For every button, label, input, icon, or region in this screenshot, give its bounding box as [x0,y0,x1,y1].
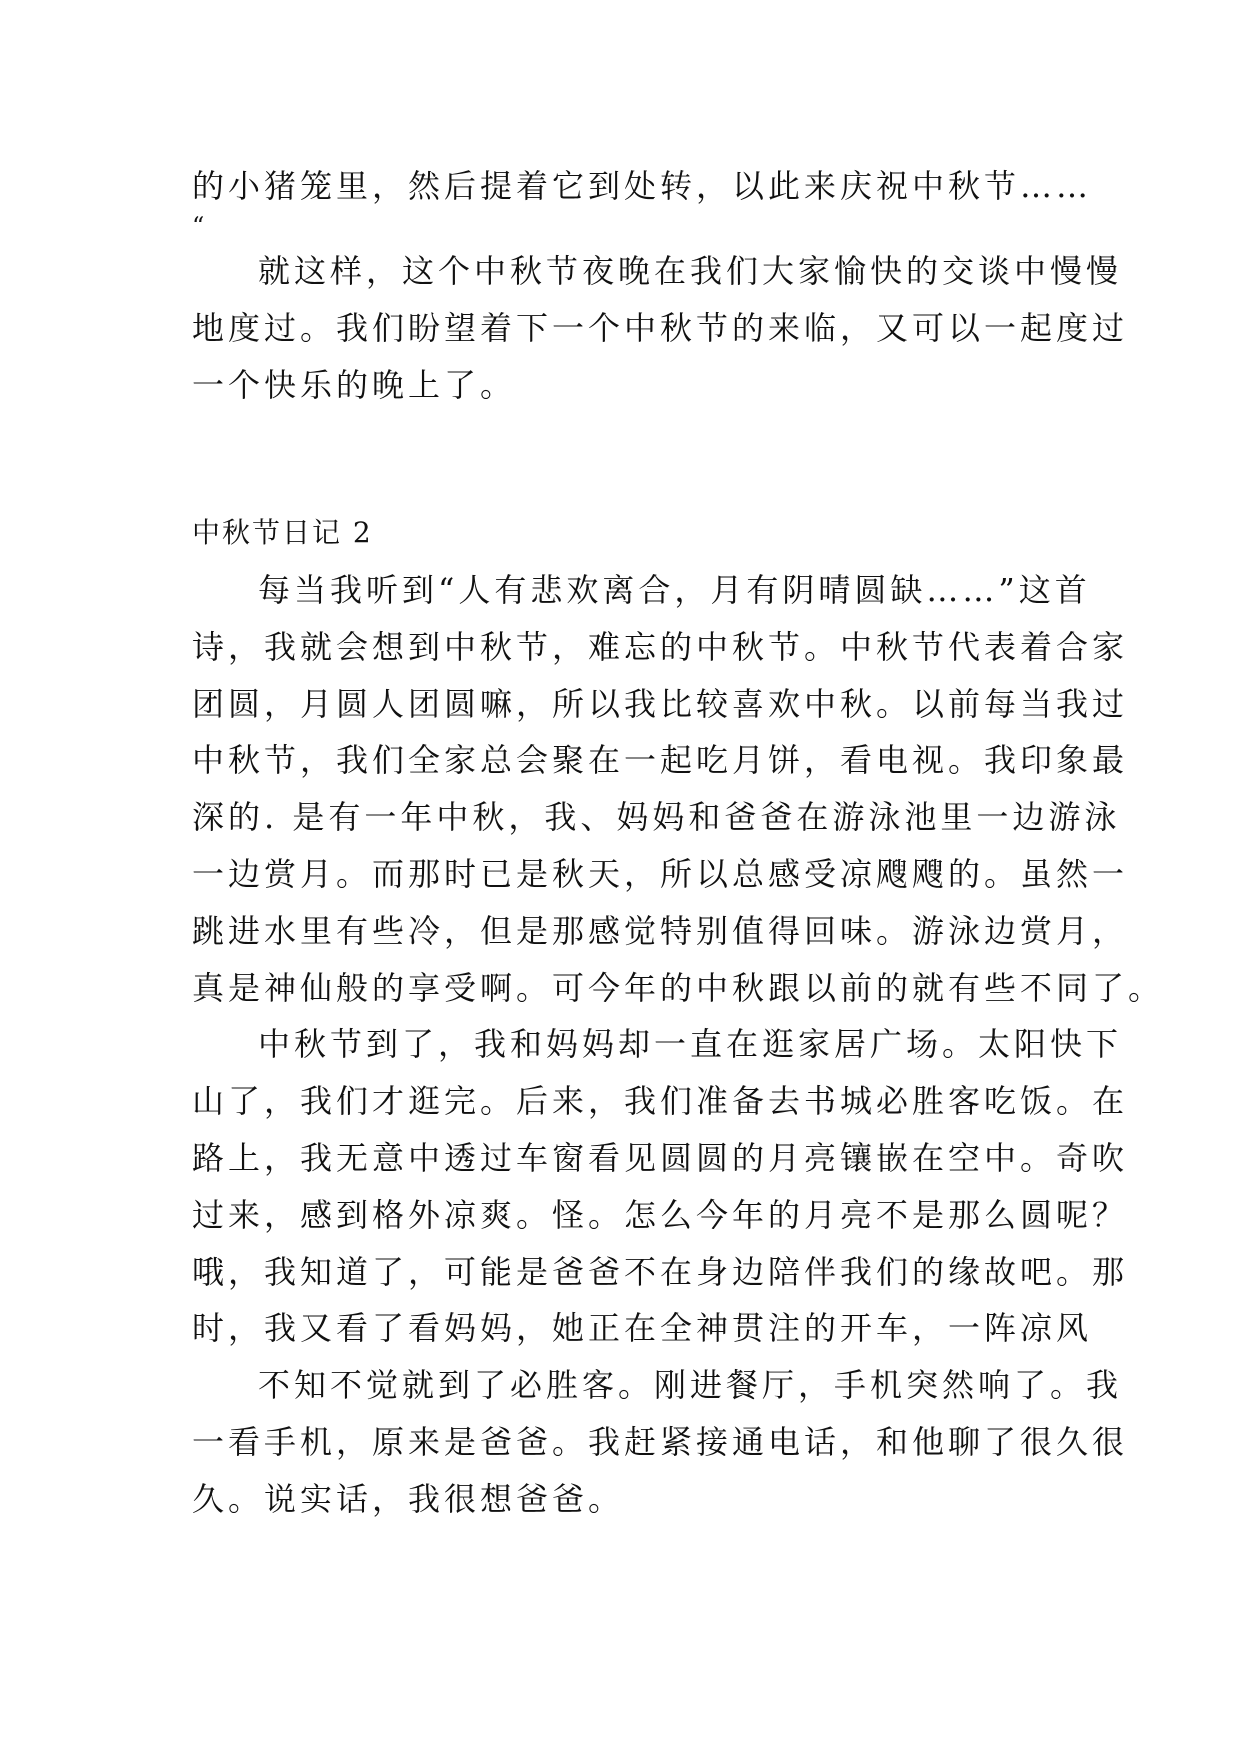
text-line: 中秋节，我们全家总会聚在一起吃月饼，看电视。我印象最 [192,741,1129,779]
text-line: 地度过。我们盼望着下一个中秋节的来临，又可以一起度过 [192,309,1129,347]
text-line: 一看手机，原来是爸爸。我赶紧接通电话，和他聊了很久很 [192,1423,1129,1461]
text-line: 山了，我们才逛完。后来，我们准备去书城必胜客吃饭。在 [192,1082,1129,1120]
paragraph-start-line: 就这样，这个中秋节夜晚在我们大家愉快的交谈中慢慢 [258,252,1123,290]
text-line: 哦，我知道了，可能是爸爸不在身边陪伴我们的缘故吧。那 [192,1253,1129,1291]
text-line: 一边赏月。而那时已是秋天，所以总感受凉飕飕的。虽然一 [192,855,1129,893]
text-line: “ [192,212,209,240]
text-line: 跳进水里有些冷，但是那感觉特别值得回味。游泳边赏月， [192,912,1129,950]
text-line: 久。说实话，我很想爸爸。 [192,1480,625,1518]
paragraph-start-line: 不知不觉就到了必胜客。刚进餐厅，手机突然响了。我 [258,1366,1123,1404]
text-line: 团圆，月圆人团圆嘛，所以我比较喜欢中秋。以前每当我过 [192,685,1129,723]
text-line: 过来，感到格外凉爽。怪。怎么今年的月亮不是那么圆呢？ [192,1196,1129,1234]
text-line: 诗，我就会想到中秋节，难忘的中秋节。中秋节代表着合家 [192,628,1129,666]
text-line: 深的. 是有一年中秋，我、妈妈和爸爸在游泳池里一边游泳 [192,798,1121,836]
paragraph-start-line: 每当我听到“人有悲欢离合，月有阴晴圆缺……”这首 [258,571,1091,609]
text-line: 真是神仙般的享受啊。可今年的中秋跟以前的就有些不同了。 [192,969,1165,1007]
text-line: 的小猪笼里，然后提着它到处转，以此来庆祝中秋节…… [192,167,1093,205]
text-line: 路上，我无意中透过车窗看见圆圆的月亮镶嵌在空中。奇吹 [192,1139,1129,1177]
section-title: 中秋节日记 2 [192,516,373,549]
paragraph-start-line: 中秋节到了，我和妈妈却一直在逛家居广场。太阳快下 [258,1025,1123,1063]
text-line: 一个快乐的晚上了。 [192,366,517,404]
text-line: 时，我又看了看妈妈，她正在全神贯注的开车，一阵凉风 [192,1309,1093,1347]
